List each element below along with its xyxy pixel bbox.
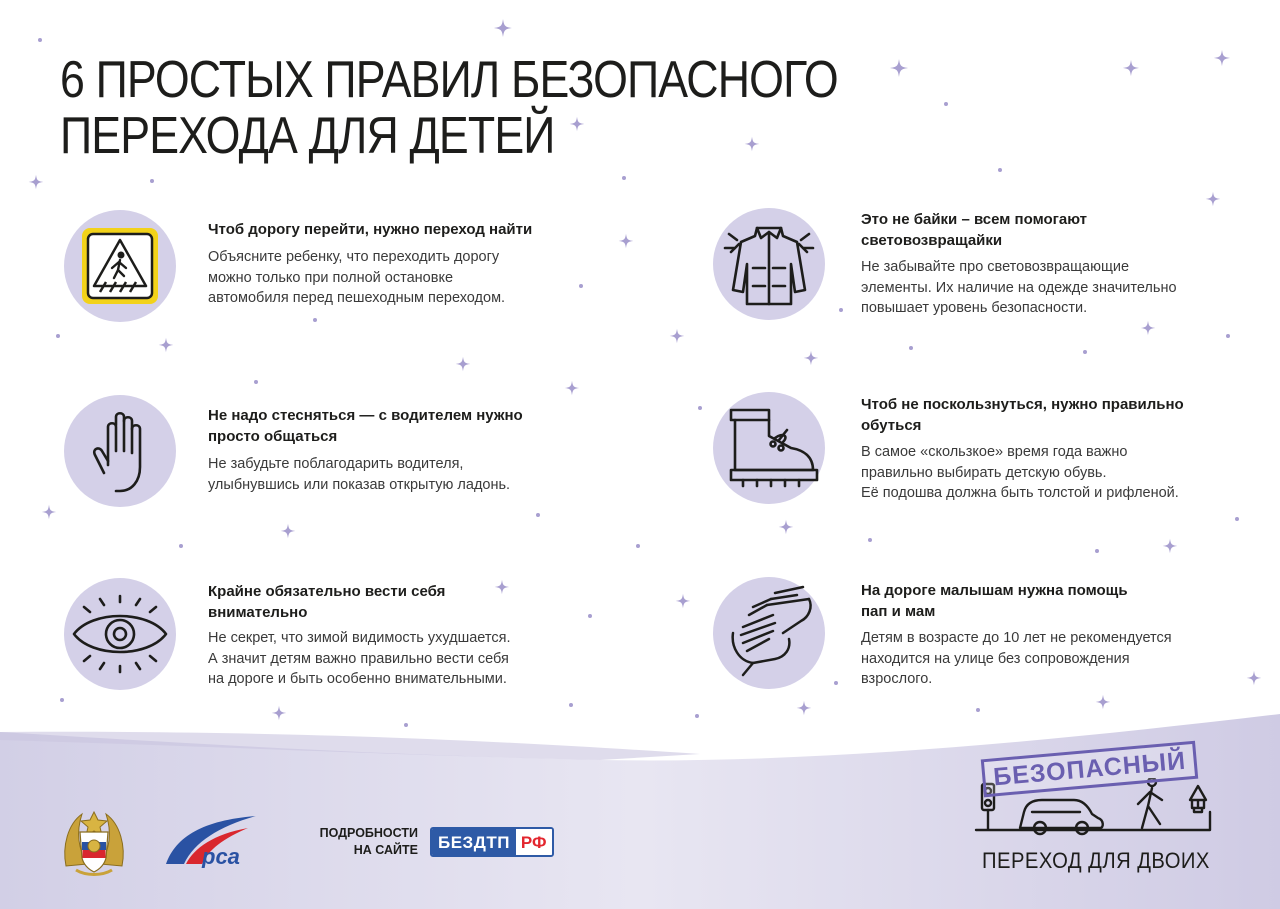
bezdtp-site-domain: РФ <box>516 829 552 855</box>
eye-icon <box>64 578 176 690</box>
rsa-logo-icon <box>164 814 264 868</box>
rule-3-heading: Крайне обязательно вести себя внимательно <box>208 583 446 621</box>
crosswalk-sign-icon <box>64 210 176 322</box>
page-title-line-2: ПЕРЕХОДА ДЛЯ ДЕТЕЙ <box>60 107 555 165</box>
gibdd-emblem-icon <box>58 806 130 878</box>
rule-2-heading: Не надо стесняться — с водителем нужно просто общаться <box>208 407 523 445</box>
rule-1-heading: Чтоб дорогу перейти, нужно переход найти <box>208 221 533 238</box>
campaign-logo <box>970 742 1220 882</box>
more-info-label: ПОДРОБНОСТИ НА САЙТЕ <box>319 826 418 857</box>
svg-text:рса: рса <box>202 844 240 868</box>
rule-4-heading: Это не байки – всем помогают световозвращайки <box>861 211 1088 249</box>
bezdtp-site-name: БЕЗДТП <box>432 829 516 855</box>
rule-5-body: В самое «скользкое» время года важно правильно выбирать детскую обувь. Её подошва должна быть толстой и рифленой. <box>861 444 1179 501</box>
rule-3-body: Не секрет, что зимой видимость ухудшается. А значит детям важно правильно вести себя на дороге и быть особенно внимательными. <box>208 630 511 687</box>
page-title <box>60 51 838 165</box>
open-palm-icon <box>64 395 176 507</box>
winter-boot-icon <box>713 392 825 504</box>
campaign-stamp: БЕЗОПАСНЫЙ <box>981 741 1199 798</box>
reflective-jacket-icon <box>713 208 825 320</box>
rule-4-body: Не забывайте про световозвращающие элементы. Их наличие на одежде значительно повышает уровень безопасности. <box>861 259 1177 316</box>
page-title-line-1: 6 ПРОСТЫХ ПРАВИЛ БЕЗОПАСНОГО <box>60 51 838 109</box>
rule-6-body: Детям в возрасте до 10 лет не рекомендуется находится на улице без сопровождения взрослого. <box>861 630 1172 687</box>
rule-1-body: Объясните ребенку, что переходить дорогу можно только при полной остановке автомобиля перед пешеходным переходом. <box>208 249 506 306</box>
rule-2-body: Не забудьте поблагодарить водителя, улыбнувшись или показав открытую ладонь. <box>208 456 511 493</box>
rule-5-heading: Чтоб не поскользнуться, нужно правильно обуться <box>861 396 1184 434</box>
bezdtp-site-link[interactable] <box>430 827 554 857</box>
holding-hands-icon <box>713 577 825 689</box>
rule-6-heading: На дороге малышам нужна помощь пап и мам <box>861 582 1128 620</box>
campaign-caption: ПЕРЕХОД ДЛЯ ДВОИХ <box>982 848 1210 873</box>
